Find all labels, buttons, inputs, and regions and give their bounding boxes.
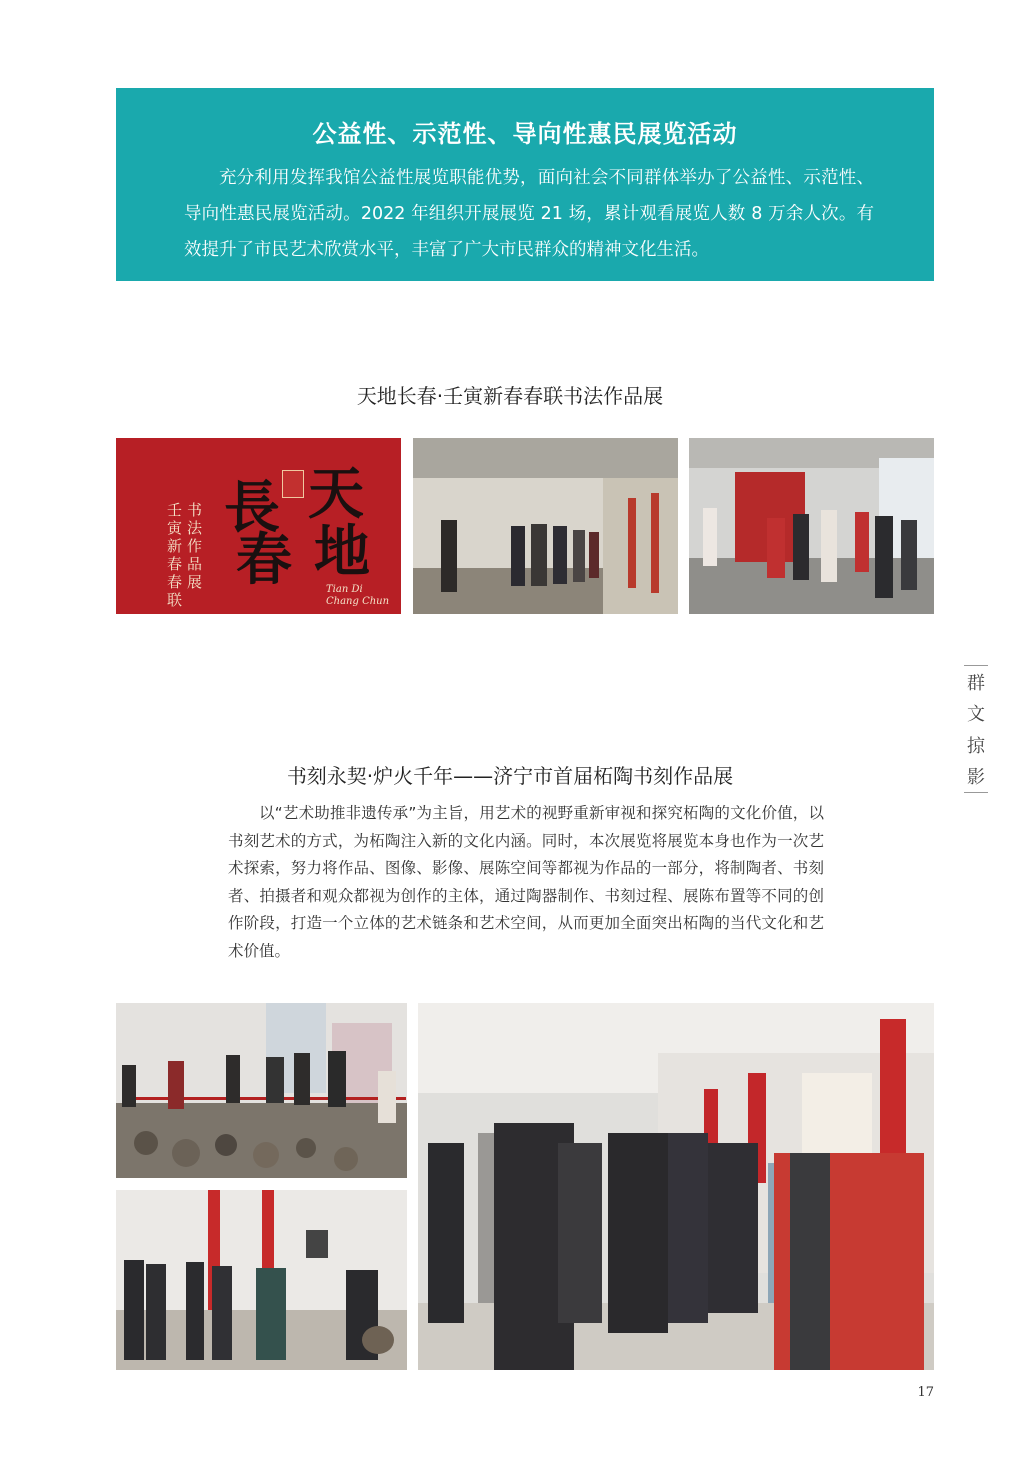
gallery-guests-image xyxy=(116,1190,407,1370)
page-number: 17 xyxy=(917,1385,934,1400)
poster-char-2: 天 xyxy=(308,461,364,527)
exhibition-poster xyxy=(116,438,401,614)
sidebar-char-1: 群 xyxy=(967,672,985,694)
sidebar-char-4: 影 xyxy=(967,767,985,789)
corridor-visit-image xyxy=(413,438,678,614)
poster-char-3: 春 xyxy=(236,527,292,593)
photo-corridor-visit xyxy=(413,438,678,614)
photo-main-visit xyxy=(418,1003,934,1370)
banner-text: 充分利用发挥我馆公益性展览职能优势，面向社会不同群体举办了公益性、示范性、导向性惠民展览活动。2022 年组织开展展览 21 场，累计观看展览人数 8 万余人次。有效提升了市民艺术欣赏水平，丰富了广大市民群众的精神文化生活。 xyxy=(184,168,874,260)
poster-subtitle-2: 书法作品展 xyxy=(185,502,203,592)
main-visit-image xyxy=(418,1003,934,1370)
pottery-display-image xyxy=(116,1003,407,1178)
poster-english-1: Tian Di xyxy=(326,584,363,595)
poster-english-2: Chang Chun xyxy=(326,596,390,607)
photo-pottery-display xyxy=(116,1003,407,1178)
section1-title: 天地长春·壬寅新春春联书法作品展 xyxy=(356,384,664,408)
photo-gallery-guests xyxy=(116,1190,407,1370)
section2-text: 以“艺术助推非遗传承”为主旨，用艺术的视野重新审视和探究柘陶的文化价值，以书刻艺术的方式，为柘陶注入新的文化内涵。同时，本次展览将展览本身也作为一次艺术探索，努力将作品、图像、影像、展陈空间等都视为作品的一部分，将制陶者、书刻者、拍摄者和观众都视为创作的主体，通过陶器制作、书刻过程、展陈布置等不同的创作阶段，打造一个立体的艺术链条和艺术空间，从而更加全面突出柘陶的当代文化和艺术价值。 xyxy=(228,804,824,960)
poster-seal xyxy=(282,470,304,498)
sidebar-char-3: 掠 xyxy=(967,735,985,757)
banner-title: 公益性、示范性、导向性惠民展览活动 xyxy=(312,120,738,148)
section2-title: 书刻永契·炉火千年——济宁市首届柘陶书刻作品展 xyxy=(286,764,734,788)
intro-banner xyxy=(116,88,934,281)
poster-char-4: 地 xyxy=(314,519,370,585)
photo-visitors-entrance xyxy=(689,438,934,614)
visitors-entrance-image xyxy=(689,438,934,614)
poster-char-1: 長 xyxy=(224,475,280,541)
sidebar-char-2: 文 xyxy=(967,704,985,726)
poster-subtitle-1: 壬寅新春春联 xyxy=(165,502,183,610)
